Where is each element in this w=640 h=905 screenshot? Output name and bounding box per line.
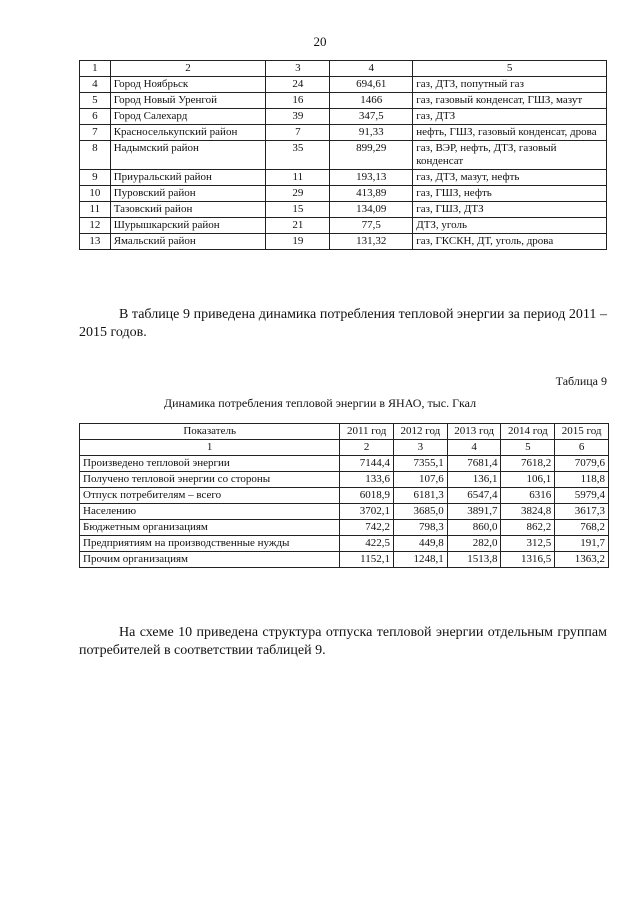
value-cell: 131,32 — [330, 234, 413, 250]
value-cell: 3891,7 — [447, 504, 501, 520]
value-cell: 6316 — [501, 488, 555, 504]
row-number: 9 — [80, 170, 111, 186]
table-row — [80, 109, 607, 125]
municipal-fuel-table — [79, 60, 607, 250]
fuel-types-cell: газ, ВЭР, нефть, ДТЗ, газовый конденсат — [413, 141, 607, 170]
header-cell: 4 — [330, 61, 413, 77]
row-number: 5 — [80, 93, 111, 109]
fuel-types-cell: ДТЗ, уголь — [413, 218, 607, 234]
column-index: 1 — [80, 440, 340, 456]
fuel-types-cell: газ, газовый конденсат, ГШЗ, мазут — [413, 93, 607, 109]
column-index: 4 — [447, 440, 501, 456]
year-header: 2015 год — [555, 424, 609, 440]
count-cell: 39 — [266, 109, 330, 125]
table-row — [80, 488, 609, 504]
year-header: 2013 год — [447, 424, 501, 440]
fuel-types-cell: газ, ГШЗ, ДТЗ — [413, 202, 607, 218]
table-row — [80, 234, 607, 250]
fuel-types-cell: газ, ГШЗ, нефть — [413, 186, 607, 202]
value-cell: 7079,6 — [555, 456, 609, 472]
municipality-name: Город Салехард — [110, 109, 266, 125]
column-index: 6 — [555, 440, 609, 456]
indicator-label: Населению — [80, 504, 340, 520]
count-cell: 24 — [266, 77, 330, 93]
municipality-name: Город Новый Уренгой — [110, 93, 266, 109]
column-index-row — [80, 440, 609, 456]
indicator-header: Показатель — [80, 424, 340, 440]
fuel-types-cell: газ, ГКСКН, ДТ, уголь, дрова — [413, 234, 607, 250]
value-cell: 7681,4 — [447, 456, 501, 472]
value-cell: 413,89 — [330, 186, 413, 202]
value-cell: 694,61 — [330, 77, 413, 93]
table-row — [80, 456, 609, 472]
intro-text: В таблице 9 приведена динамика потребления тепловой энергии за период 2011 – 2015 годов. — [79, 307, 607, 340]
value-cell: 3702,1 — [340, 504, 394, 520]
value-cell: 422,5 — [340, 536, 394, 552]
header-cell: 5 — [413, 61, 607, 77]
municipality-name: Пуровский район — [110, 186, 266, 202]
value-cell: 1363,2 — [555, 552, 609, 568]
municipality-name: Город Ноябрьск — [110, 77, 266, 93]
year-header: 2014 год — [501, 424, 555, 440]
heat-consumption-table — [79, 423, 609, 568]
value-cell: 860,0 — [447, 520, 501, 536]
count-cell: 29 — [266, 186, 330, 202]
row-number: 7 — [80, 125, 111, 141]
indicator-label: Прочим организациям — [80, 552, 340, 568]
value-cell: 6018,9 — [340, 488, 394, 504]
row-number: 11 — [80, 202, 111, 218]
table-row — [80, 472, 609, 488]
table-row — [80, 536, 609, 552]
value-cell: 133,6 — [340, 472, 394, 488]
municipality-name: Шурышкарский район — [110, 218, 266, 234]
municipality-name: Красноселькупский район — [110, 125, 266, 141]
indicator-label: Предприятиям на производственные нужды — [80, 536, 340, 552]
count-cell: 16 — [266, 93, 330, 109]
row-number: 10 — [80, 186, 111, 202]
table-row — [80, 170, 607, 186]
indicator-label: Получено тепловой энергии со стороны — [80, 472, 340, 488]
page-number: 20 — [313, 34, 327, 49]
table-row — [80, 141, 607, 170]
table-header-row — [80, 424, 609, 440]
fuel-types-cell: нефть, ГШЗ, газовый конденсат, дрова — [413, 125, 607, 141]
row-number: 8 — [80, 141, 111, 170]
table-row — [80, 552, 609, 568]
fuel-types-cell: газ, ДТЗ, попутный газ — [413, 77, 607, 93]
value-cell: 1248,1 — [394, 552, 448, 568]
header-cell: 2 — [110, 61, 266, 77]
scheme-text: На схеме 10 приведена структура отпуска тепловой энергии отдельным группам потребителей в соответствии таблицей 9. — [79, 625, 607, 658]
value-cell: 3617,3 — [555, 504, 609, 520]
value-cell: 282,0 — [447, 536, 501, 552]
value-cell: 862,2 — [501, 520, 555, 536]
count-cell: 11 — [266, 170, 330, 186]
table-row — [80, 186, 607, 202]
count-cell: 19 — [266, 234, 330, 250]
value-cell: 5979,4 — [555, 488, 609, 504]
value-cell: 1316,5 — [501, 552, 555, 568]
value-cell: 1466 — [330, 93, 413, 109]
indicator-label: Отпуск потребителям – всего — [80, 488, 340, 504]
value-cell: 449,8 — [394, 536, 448, 552]
table-row — [80, 520, 609, 536]
municipality-name: Тазовский район — [110, 202, 266, 218]
row-number: 4 — [80, 77, 111, 93]
value-cell: 191,7 — [555, 536, 609, 552]
count-cell: 7 — [266, 125, 330, 141]
year-header: 2011 год — [340, 424, 394, 440]
municipality-name: Надымский район — [110, 141, 266, 170]
table-row — [80, 218, 607, 234]
table-header-row — [80, 61, 607, 77]
count-cell: 35 — [266, 141, 330, 170]
value-cell: 134,09 — [330, 202, 413, 218]
value-cell: 77,5 — [330, 218, 413, 234]
column-index: 2 — [340, 440, 394, 456]
value-cell: 742,2 — [340, 520, 394, 536]
row-number: 6 — [80, 109, 111, 125]
value-cell: 3685,0 — [394, 504, 448, 520]
column-index: 3 — [394, 440, 448, 456]
table-row — [80, 202, 607, 218]
value-cell: 193,13 — [330, 170, 413, 186]
value-cell: 312,5 — [501, 536, 555, 552]
row-number: 13 — [80, 234, 111, 250]
intro-paragraph — [79, 306, 607, 342]
value-cell: 6181,3 — [394, 488, 448, 504]
value-cell: 91,33 — [330, 125, 413, 141]
fuel-types-cell: газ, ДТЗ, мазут, нефть — [413, 170, 607, 186]
value-cell: 7144,4 — [340, 456, 394, 472]
value-cell: 1152,1 — [340, 552, 394, 568]
value-cell: 118,8 — [555, 472, 609, 488]
indicator-label: Бюджетным организациям — [80, 520, 340, 536]
column-index: 5 — [501, 440, 555, 456]
table-row — [80, 93, 607, 109]
fuel-types-cell: газ, ДТЗ — [413, 109, 607, 125]
municipality-name: Ямальский район — [110, 234, 266, 250]
value-cell: 768,2 — [555, 520, 609, 536]
value-cell: 347,5 — [330, 109, 413, 125]
value-cell: 106,1 — [501, 472, 555, 488]
value-cell: 1513,8 — [447, 552, 501, 568]
value-cell: 7618,2 — [501, 456, 555, 472]
value-cell: 899,29 — [330, 141, 413, 170]
value-cell: 136,1 — [447, 472, 501, 488]
table-label: Таблица 9 — [555, 374, 607, 388]
table-row — [80, 504, 609, 520]
count-cell: 21 — [266, 218, 330, 234]
value-cell: 7355,1 — [394, 456, 448, 472]
header-cell: 1 — [80, 61, 111, 77]
indicator-label: Произведено тепловой энергии — [80, 456, 340, 472]
header-cell: 3 — [266, 61, 330, 77]
year-header: 2012 год — [394, 424, 448, 440]
value-cell: 107,6 — [394, 472, 448, 488]
value-cell: 3824,8 — [501, 504, 555, 520]
scheme-paragraph — [79, 624, 607, 660]
table-row — [80, 125, 607, 141]
row-number: 12 — [80, 218, 111, 234]
table-row — [80, 77, 607, 93]
count-cell: 15 — [266, 202, 330, 218]
municipality-name: Приуральский район — [110, 170, 266, 186]
value-cell: 798,3 — [394, 520, 448, 536]
value-cell: 6547,4 — [447, 488, 501, 504]
table-title: Динамика потребления тепловой энергии в ЯНАО, тыс. Гкал — [163, 396, 477, 410]
